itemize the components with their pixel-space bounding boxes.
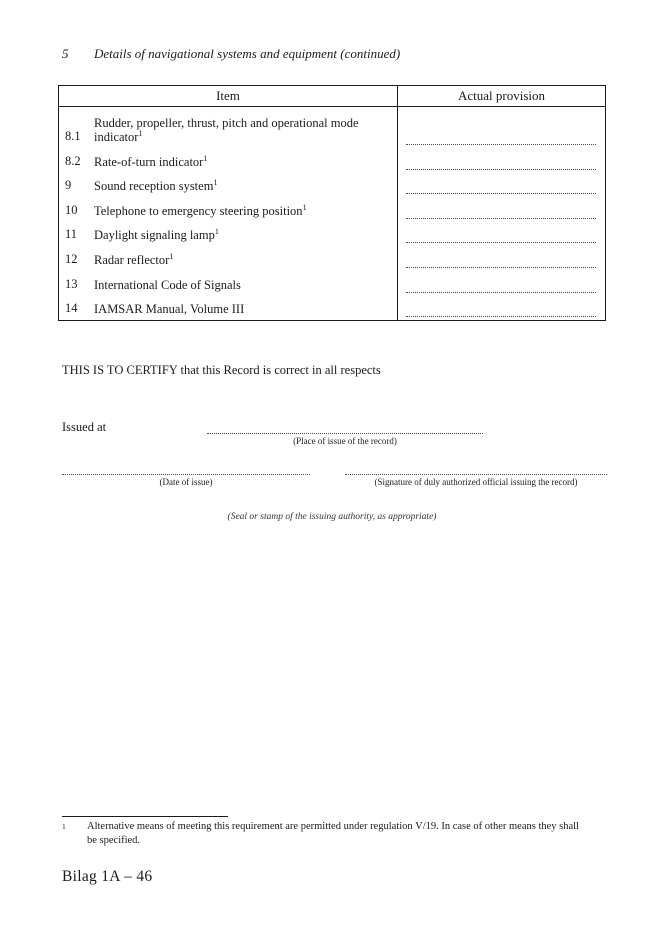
provision-fill-line: [406, 316, 596, 317]
item-cell: [59, 246, 397, 271]
table-row: [59, 197, 605, 222]
certify-statement: THIS IS TO CERTIFY that this Record is correct in all respects: [62, 363, 381, 377]
row-label-text: Daylight signaling lamp: [94, 228, 215, 243]
item-cell: [59, 271, 397, 296]
row-footnote-ref: 1: [214, 227, 219, 237]
issued-at-label: Issued at: [62, 420, 107, 434]
provision-fill-line: [406, 169, 596, 170]
row-number: 8.2: [65, 153, 81, 168]
item-cell: [59, 107, 397, 148]
row-label-text: International Code of Signals: [94, 277, 241, 292]
section-title: Details of navigational systems and equipment (continued): [94, 46, 401, 61]
signature-caption: (Signature of duly authorized official issuing the record): [374, 477, 578, 487]
row-footnote-ref: 1: [138, 128, 143, 138]
item-cell: [59, 148, 397, 173]
actual-provision-cell: [397, 148, 605, 173]
table-row: [59, 246, 605, 271]
row-label-text: Sound reception system: [94, 179, 214, 194]
row-number: 9: [65, 178, 72, 193]
row-number: 11: [65, 227, 78, 242]
row-number: 13: [65, 276, 78, 291]
date-of-issue-caption: (Date of issue): [159, 477, 213, 487]
row-label-text: Telephone to emergency steering position: [94, 203, 303, 218]
row-label: [94, 155, 207, 169]
footnote: [62, 820, 584, 847]
provision-fill-line: [406, 218, 596, 219]
table-header-row: [59, 86, 605, 107]
provision-fill-line: [406, 242, 596, 243]
actual-provision-cell: [397, 296, 605, 321]
actual-provision-cell: [397, 173, 605, 198]
row-number: 8.1: [65, 129, 81, 143]
column-header-actual-provision: Actual provision: [397, 86, 605, 106]
footnote-ref-number: 1: [62, 822, 66, 831]
row-footnote-ref: 1: [203, 153, 208, 163]
signature-fill-line: [345, 462, 607, 475]
row-footnote-ref: 1: [169, 251, 174, 261]
row-footnote-ref: 1: [213, 178, 218, 188]
table-row: [59, 271, 605, 296]
table-row: [59, 107, 605, 148]
row-number: 12: [65, 251, 78, 266]
equipment-table: [58, 85, 606, 321]
table-row: [59, 148, 605, 173]
row-label-text: Radar reflector: [94, 252, 170, 267]
row-label-text: Rudder, propeller, thrust, pitch and operational mode indicator: [94, 116, 359, 144]
provision-fill-line: [406, 267, 596, 268]
row-number: 14: [65, 301, 78, 316]
item-cell: [59, 173, 397, 198]
row-label: [94, 116, 385, 144]
section-heading: [62, 46, 400, 61]
row-label: [94, 179, 217, 193]
item-cell: [59, 296, 397, 321]
actual-provision-cell: [397, 222, 605, 247]
equipment-rows: [59, 107, 605, 320]
item-cell: [59, 197, 397, 222]
section-number: 5: [62, 46, 69, 61]
table-row: [59, 296, 605, 321]
seal-caption: (Seal or stamp of the issuing authority, as appropriate): [227, 512, 437, 522]
actual-provision-cell: [397, 271, 605, 296]
row-footnote-ref: 1: [302, 202, 307, 212]
table-row: [59, 173, 605, 198]
provision-fill-line: [406, 292, 596, 293]
row-label-text: IAMSAR Manual, Volume III: [94, 302, 245, 317]
row-label-text: Rate-of-turn indicator: [94, 154, 204, 169]
table-row: [59, 222, 605, 247]
date-of-issue-fill-line: [62, 462, 310, 475]
footnote-separator-rule: [62, 816, 228, 817]
place-of-issue-fill-line: [207, 421, 483, 434]
place-of-issue-caption: (Place of issue of the record): [293, 436, 397, 446]
provision-fill-line: [406, 144, 596, 145]
row-number: 10: [65, 202, 78, 217]
row-label: [94, 228, 219, 242]
row-label: [94, 253, 173, 267]
row-label: [94, 204, 307, 218]
footnote-text: Alternative means of meeting this requirement are permitted under regulation V/19. In case of other means they shall be specified.: [87, 821, 579, 846]
item-cell: [59, 222, 397, 247]
page-footer-label: Bilag 1A – 46: [62, 868, 153, 885]
actual-provision-cell: [397, 197, 605, 222]
provision-fill-line: [406, 193, 596, 194]
actual-provision-cell: [397, 107, 605, 148]
row-label: [94, 278, 241, 292]
row-label: [94, 302, 244, 316]
column-header-item: Item: [216, 88, 240, 103]
actual-provision-cell: [397, 246, 605, 271]
